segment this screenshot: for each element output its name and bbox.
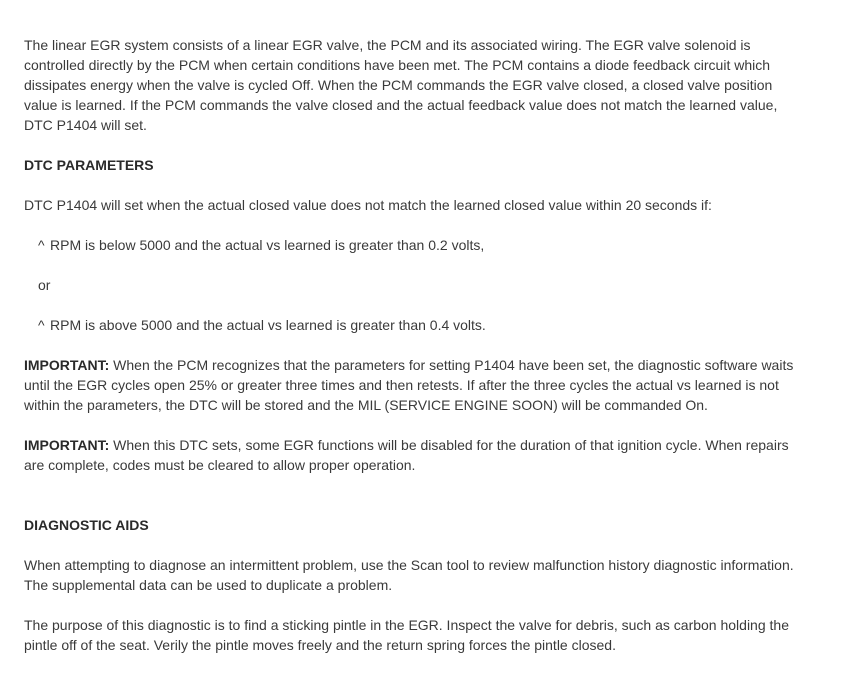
caret-bullet-icon: ^	[38, 237, 45, 253]
dtc-parameters-heading: DTC PARAMETERS	[24, 157, 154, 173]
intro-paragraph: The linear EGR system consists of a linear EGR valve, the PCM and its associated wiring. The EGR valve solenoid is controlled directly by the PCM when certain conditions have been met. The PCM contains a diode feedback circuit which dissipates energy when the valve is cycled Off. When the PCM commands the EGR valve closed, a closed valve position value is learned. If the PCM commands the valve closed and the actual feedback value does not match the learned value, DTC P1404 will set.	[24, 37, 778, 133]
diagnostic-aids-heading: DIAGNOSTIC AIDS	[24, 517, 149, 533]
document-body	[24, 35, 804, 655]
diagnostic-aids-paragraph-1: When attempting to diagnose an intermittent problem, use the Scan tool to review malfunction history diagnostic information. The supplemental data can be used to duplicate a problem.	[24, 557, 794, 593]
dtc-parameters-lead: DTC P1404 will set when the actual closed value does not match the learned closed value within 20 seconds if:	[24, 197, 712, 213]
condition-text: RPM is below 5000 and the actual vs learned is greater than 0.2 volts,	[50, 237, 485, 253]
important-label: IMPORTANT:	[24, 357, 110, 373]
important-note-2	[24, 435, 804, 475]
condition-item-1	[24, 235, 804, 255]
important-note-1	[24, 355, 804, 415]
condition-text: RPM is above 5000 and the actual vs learned is greater than 0.4 volts.	[50, 317, 486, 333]
important-label: IMPORTANT:	[24, 437, 110, 453]
diagnostic-aids-paragraph-2: The purpose of this diagnostic is to find a sticking pintle in the EGR. Inspect the valve for debris, such as carbon holding the pintle off of the seat. Verily the pintle moves freely and the return spring forces the pintle closed.	[24, 617, 789, 653]
condition-item-2	[24, 315, 804, 335]
or-separator: or	[38, 277, 51, 293]
important-text: When this DTC sets, some EGR functions will be disabled for the duration of that ignition cycle. When repairs are complete, codes must be cleared to allow proper operation.	[24, 437, 789, 473]
important-text: When the PCM recognizes that the parameters for setting P1404 have been set, the diagnostic software waits until the EGR cycles open 25% or greater three times and then retests. If after the three cycles the actual vs learned is not within the parameters, the DTC will be stored and the MIL (SERVICE ENGINE SOON) will be commanded On.	[24, 357, 794, 413]
caret-bullet-icon: ^	[38, 317, 45, 333]
